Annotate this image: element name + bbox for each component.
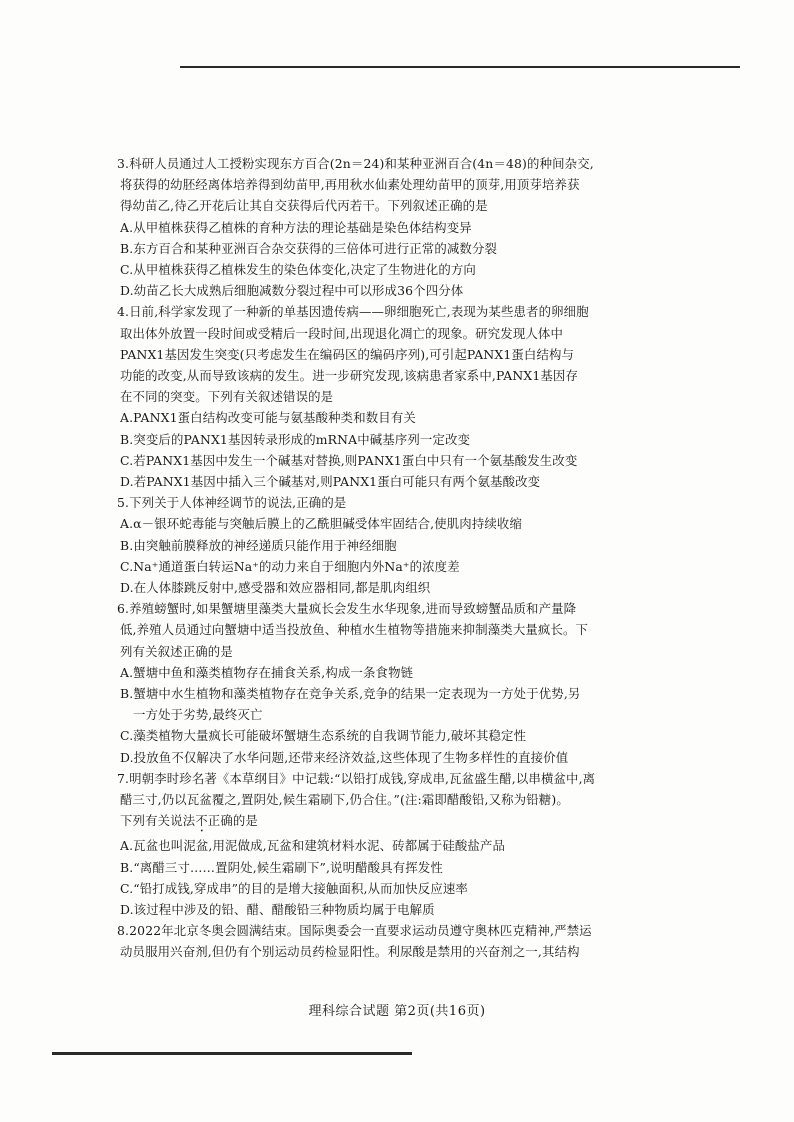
question-stem-line: 3.科研人员通过人工授粉实现东方百合(2n＝24)和某种亚洲百合(4n＝48)的种间杂交,: [117, 156, 594, 171]
footer-rule: [52, 1052, 412, 1055]
option-b: B.突变后的PANX1基因转录形成的mRNA中碱基序列一定改变: [120, 431, 471, 447]
option-a: A.PANX1蛋白结构改变可能与氨基酸种类和数目有关: [120, 410, 416, 426]
question-stem-line: 醋三寸,仍以瓦盆覆之,置阴处,候生霜刷下,仍合住。”(注:霜即醋酸铅,又称为铅糖)。: [120, 792, 569, 808]
option-d: D.该过程中涉及的铅、醋、醋酸铅三种物质均属于电解质: [120, 901, 435, 917]
question-6: [117, 598, 700, 768]
question-stem-line: 下列有关说法不正确的是: [120, 813, 258, 829]
question-stem-line: 在不同的突变。下列有关叙述错误的是: [120, 389, 334, 405]
question-3: [117, 153, 700, 301]
question-stem-line: 低,养殖人员通过向蟹塘中适当投放鱼、种植水生植物等措施来抑制藻类大量疯长。下: [120, 622, 589, 638]
question-stem-line: 得幼苗乙,待乙开花后让其自交获得后代丙若干。下列叙述正确的是: [120, 198, 488, 214]
option-b: B.“离醋三寸……置阴处,候生霜刷下”,说明醋酸具有挥发性: [120, 859, 443, 875]
option-d: D.若PANX1基因中插入三个碱基对,则PANX1蛋白可能只有两个氨基酸改变: [120, 474, 541, 490]
question-stem-line: 5.下列关于人体神经调节的说法,正确的是: [117, 495, 347, 511]
question-stem-line: 8.2022年北京冬奥会圆满结束。国际奥委会一直要求运动员遵守奥林匹克精神,严禁运: [117, 923, 592, 939]
question-stem-line: 将获得的幼胚经离体培养得到幼苗甲,再用秋水仙素处理幼苗甲的顶芽,用顶芽培养获: [120, 177, 580, 193]
option-c: C.从甲植株获得乙植株发生的染色体变化,决定了生物进化的方向: [120, 262, 476, 278]
page-footer: 理科综合试题 第2页(共16页): [308, 1004, 486, 1019]
option-c: C.藻类植物大量疯长可能破坏蟹塘生态系统的自我调节能力,破坏其稳定性: [120, 728, 527, 744]
option-a: A.瓦盆也叫泥盆,用泥做成,瓦盆和建筑材料水泥、砖都属于硅酸盐产品: [120, 838, 506, 854]
option-a: A.从甲植株获得乙植株的育种方法的理论基础是染色体结构变异: [120, 219, 472, 235]
question-stem-line: 列有关叙述正确的是: [120, 643, 233, 659]
option-c: C.“铅打成钱,穿成串”的目的是增大接触面积,从而加快反应速率: [120, 880, 468, 896]
option-b: B.蟹塘中水生植物和藻类植物存在竞争关系,竞争的结果一定表现为一方处于优势,另: [120, 686, 581, 702]
question-stem-line: 7.明朝李时珍名著《本草纲目》中记载:“以铅打成钱,穿成串,瓦盆盛生醋,以串横盆中,离: [117, 770, 596, 786]
question-stem-line: 功能的改变,从而导致该病的发生。进一步研究发现,该病患者家系中,PANX1基因存: [120, 368, 579, 384]
question-content: [117, 153, 700, 963]
question-4: [117, 301, 700, 492]
option-b: B.东方百合和某种亚洲百合杂交获得的三倍体可进行正常的减数分裂: [120, 240, 498, 256]
option-c: C.Na⁺通道蛋白转运Na⁺的动力来自于细胞内外Na⁺的浓度差: [120, 558, 460, 574]
option-a: A.蟹塘中鱼和藻类植物存在捕食关系,构成一条食物链: [120, 664, 414, 680]
option-d: D.在人体膝跳反射中,感受器和效应器相同,都是肌肉组织: [120, 580, 431, 596]
option-d: D.投放鱼不仅解决了水华问题,还带来经济效益,这些体现了生物多样性的直接价值: [120, 749, 569, 765]
question-8: [117, 920, 700, 962]
question-stem-line: PANX1基因发生突变(只考虑发生在编码区的编码序列),可引起PANX1蛋白结构与: [120, 346, 575, 362]
option-b-continued: 一方处于劣势,最终灭亡: [133, 707, 263, 723]
question-stem-line: 动员服用兴奋剂,但仍有个别运动员药检显阳性。利尿酸是禁用的兴奋剂之一,其结构: [120, 944, 580, 960]
header-rule: [180, 66, 740, 68]
question-stem-line: 取出体外放置一段时间或受精后一段时间,出现退化凋亡的现象。研究发现人体中: [120, 325, 564, 341]
question-stem-line: 4.日前,科学家发现了一种新的单基因遗传病——卵细胞死亡,表现为某些患者的卵细胞: [117, 304, 589, 320]
question-5: [117, 492, 700, 598]
question-stem-line: 6.养殖螃蟹时,如果蟹塘里藻类大量疯长会发生水华现象,进而导致螃蟹品质和产量降: [117, 601, 577, 617]
option-b: B.由突触前膜释放的神经递质只能作用于神经细胞: [120, 537, 397, 553]
option-a: A.α－银环蛇毒能与突触后膜上的乙酰胆碱受体牢固结合,使肌肉持续收缩: [120, 516, 523, 532]
option-d: D.幼苗乙长大成熟后细胞减数分裂过程中可以形成36个四分体: [120, 283, 464, 299]
question-7: [117, 768, 700, 920]
option-c: C.若PANX1基因中发生一个碱基对替换,则PANX1蛋白中只有一个氨基酸发生改变: [120, 452, 578, 468]
